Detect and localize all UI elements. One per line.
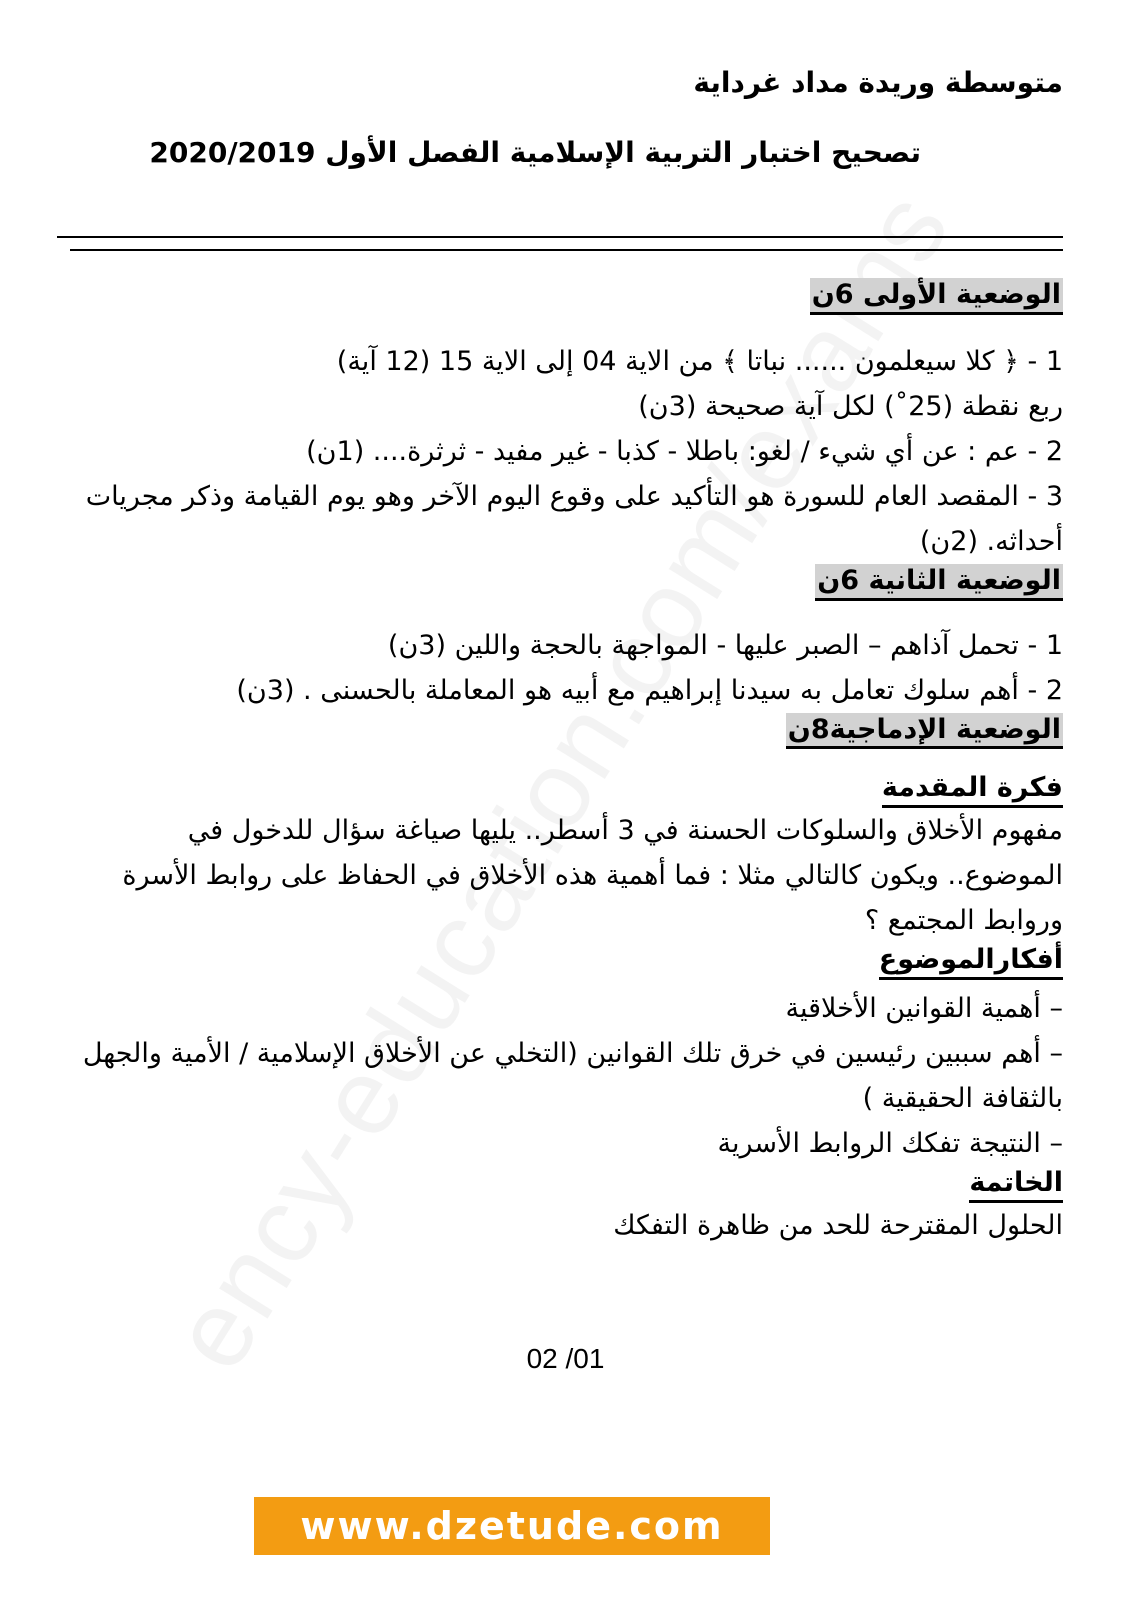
section-1-heading: الوضعية الأولى 6ن (810, 278, 1063, 315)
page-number: 02 /01 (526, 1343, 605, 1374)
section-3 (80, 713, 1063, 1248)
section-1-line-4: 3 - المقصد العام للسورة هو التأكيد على وقوع اليوم الآخر وهو يوم القيامة وذكر مجريات أحداثه. (2ن) (85, 480, 1063, 557)
site-banner-url[interactable]: www.dzetude.com (300, 1504, 724, 1548)
section-2 (80, 564, 1063, 713)
conclusion-heading: الخاتمة (969, 1166, 1063, 1203)
section-1-line-1: 1 - ﴿ كلا سيعلمون ...... نباتا ﴾ من الاية 04 إلى الاية 15 (12 آية) (336, 345, 1063, 377)
ideas-heading: أفكارالموضوع (879, 943, 1063, 980)
school-name: متوسطة وريدة مداد غرداية (693, 66, 1063, 99)
header-divider-bottom (70, 249, 1063, 251)
section-1-line-2: ربع نقطة (25˚) لكل آية صحيحة (3ن) (638, 390, 1063, 422)
answer-content (80, 278, 1063, 1248)
intro-heading: فكرة المقدمة (882, 771, 1063, 808)
idea-item-2: – أهم سببين رئيسين في خرق تلك القوانين (التخلي عن الأخلاق الإسلامية / الأمية والجهل بالثقافة الحقيقية ) (82, 1037, 1063, 1114)
idea-item-3: – النتيجة تفكك الروابط الأسرية (717, 1127, 1063, 1159)
idea-item-1: – أهمية القوانين الأخلاقية (785, 992, 1063, 1024)
section-1-line-3: 2 - عم : عن أي شيء / لغو: باطلا - كذبا - غير مفيد - ثرثرة.... (1ن) (306, 435, 1063, 467)
page-title: تصحيح اختبار التربية الإسلامية الفصل الأول 2020/2019 (149, 136, 921, 169)
header-divider-top (57, 236, 1063, 238)
section-2-heading: الوضعية الثانية 6ن (815, 564, 1063, 601)
conclusion-text: الحلول المقترحة للحد من ظاهرة التفكك (613, 1209, 1063, 1241)
section-2-line-2: 2 - أهم سلوك تعامل به سيدنا إبراهيم مع أبيه هو المعاملة بالحسنى . (3ن) (236, 674, 1063, 706)
section-3-heading: الوضعية الإدماجية8ن (786, 713, 1063, 750)
intro-text: مفهوم الأخلاق والسلوكات الحسنة في 3 أسطر.. يليها صياغة سؤال للدخول في الموضوع.. ويكون كالتالي مثلا : فما أهمية هذه الأخلاق في الحفاظ على روابط الأسرة وروابط المجتمع ؟ (122, 815, 1063, 936)
section-1 (80, 278, 1063, 564)
site-banner[interactable] (254, 1497, 770, 1555)
section-2-line-1: 1 - تحمل آذاهم – الصبر عليها - المواجهة بالحجة واللين (3ن) (387, 629, 1063, 661)
